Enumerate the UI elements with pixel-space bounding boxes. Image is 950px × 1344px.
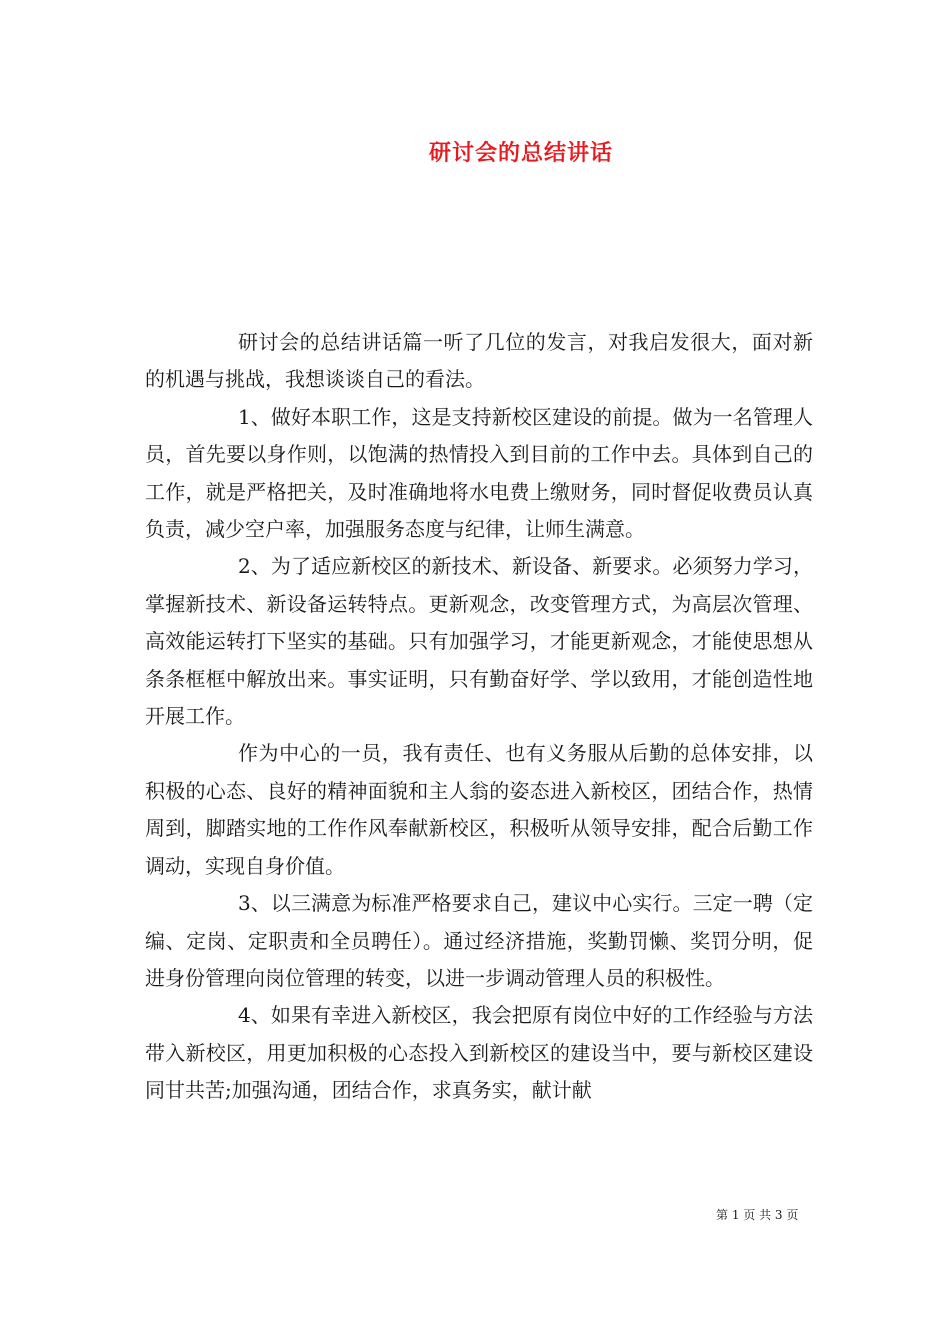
paragraph-point-3: 3、以三满意为标准严格要求自己，建议中心实行。三定一聘（定编、定岗、定职责和全员聘任）。通过经济措施，奖勤罚懒、奖罚分明，促进身份管理向岗位管理的转变，以进一步调动管理人员的积极性。	[145, 891, 813, 990]
paragraph-point-2: 2、为了适应新校区的新技术、新设备、新要求。必须努力学习，掌握新技术、新设备运转特点。更新观念，改变管理方式，为高层次管理、高效能运转打下坚实的基础。只有加强学习，才能更新观念，才能使思想从条条框框中解放出来。事实证明，只有勤奋好学、学以致用，才能创造性地开展工作。	[145, 554, 813, 729]
paragraph-member-duty: 作为中心的一员，我有责任、也有义务服从后勤的总体安排，以积极的心态、良好的精神面貌和主人翁的姿态进入新校区，团结合作，热情周到，脚踏实地的工作作风奉献新校区，积极听从领导安排，配合后勤工作调动，实现自身价值。	[145, 741, 813, 878]
paragraph-point-1: 1、做好本职工作，这是支持新校区建设的前提。做为一名管理人员，首先要以身作则，以饱满的热情投入到目前的工作中去。具体到自己的工作，就是严格把关，及时准确地将水电费上缴财务，同时督促收费员认真负责，减少空户率，加强服务态度与纪律，让师生满意。	[145, 404, 813, 542]
document-title: 研讨会的总结讲话	[428, 140, 613, 166]
document-body	[145, 324, 813, 1110]
page-number-footer: 第 1 页 共 3 页	[716, 1208, 799, 1222]
paragraph-point-4: 4、如果有幸进入新校区，我会把原有岗位中好的工作经验与方法带入新校区，用更加积极的心态投入到新校区的建设当中，要与新校区建设同甘共苦;加强沟通，团结合作，求真务实，献计献	[145, 1003, 813, 1103]
paragraph-intro: 研讨会的总结讲话篇一听了几位的发言，对我启发很大，面对新的机遇与挑战，我想谈谈自己的看法。	[145, 330, 813, 392]
